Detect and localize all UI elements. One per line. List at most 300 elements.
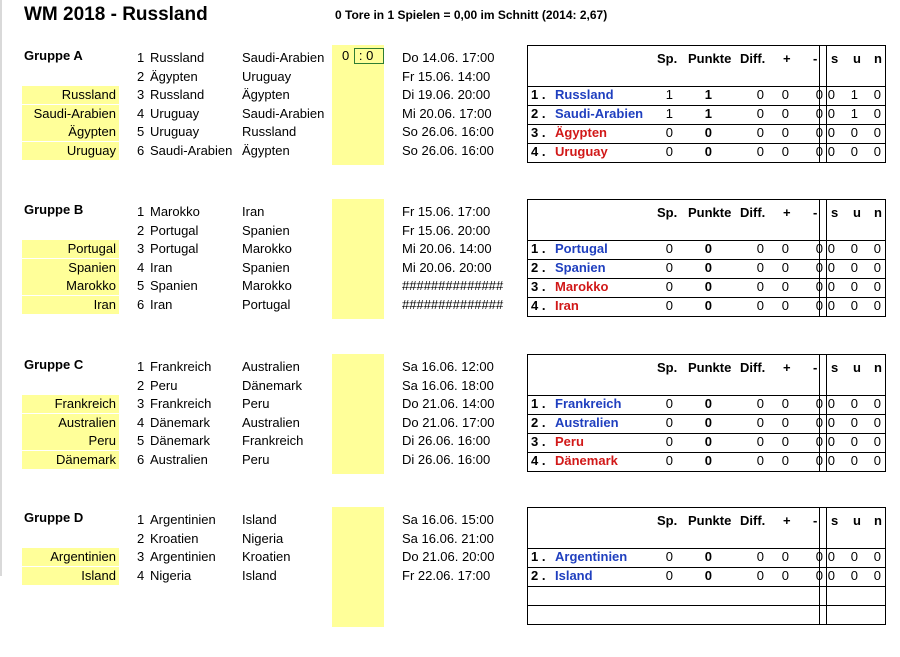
stat-diff: 0 [756, 144, 764, 159]
standings-header-punkte: Punkte [688, 513, 732, 528]
stat-sp: 0 [665, 434, 673, 449]
standings-row [528, 124, 885, 142]
row-separator [528, 586, 885, 587]
standings-header-diff: Diff. [740, 51, 766, 66]
match-row [0, 358, 520, 376]
stat-minus: 0 [815, 453, 823, 468]
match-row [0, 240, 520, 258]
standings-header-punkte: Punkte [688, 51, 732, 66]
stat-n: 0 [873, 568, 881, 583]
stat-plus: 0 [781, 106, 789, 121]
standings-team: Island [555, 568, 593, 583]
standings-header-sp: Sp. [657, 205, 678, 220]
stat-punkte: 0 [704, 241, 712, 256]
stat-minus: 0 [815, 434, 823, 449]
stat-s: 0 [827, 434, 835, 449]
match-number: 6 [137, 142, 145, 158]
stat-plus: 0 [781, 415, 789, 430]
stat-punkte: 1 [704, 106, 712, 121]
away-team: Marokko [242, 241, 292, 256]
stat-n: 0 [873, 434, 881, 449]
stat-plus: 0 [781, 279, 789, 294]
home-team: Australien [150, 451, 208, 467]
seed-team-cell[interactable]: Island [22, 567, 119, 585]
stat-diff: 0 [756, 298, 764, 313]
stat-n: 0 [873, 415, 881, 430]
away-team: Iran [242, 204, 265, 219]
match-number: 2 [137, 222, 145, 238]
home-team: Spanien [150, 278, 198, 293]
stat-n: 0 [873, 298, 881, 313]
home-team: Frankreich [150, 396, 212, 411]
match-number: 2 [137, 377, 145, 393]
match-date: Sa 16.06. 15:00 [402, 512, 494, 527]
home-team: Marokko [150, 204, 200, 219]
group-label: Gruppe C [24, 357, 84, 372]
stat-minus: 0 [815, 241, 823, 256]
standings-header-diff: Diff. [740, 360, 766, 375]
match-number: 6 [137, 451, 145, 467]
stat-plus: 0 [781, 396, 789, 411]
match-date: Fr 15.06. 14:00 [402, 68, 491, 84]
seed-team-cell[interactable]: Russland [22, 86, 119, 104]
stat-sp: 0 [665, 568, 673, 583]
stat-diff: 0 [756, 549, 764, 564]
away-team: Kroatien [242, 549, 291, 564]
rank: 1 . [531, 87, 546, 102]
match-number: 4 [137, 105, 145, 121]
stat-s: 0 [827, 87, 835, 102]
seed-team-cell[interactable]: Marokko [22, 277, 119, 295]
match-row [0, 377, 520, 395]
stat-u: 0 [850, 298, 858, 313]
home-team: Iran [150, 259, 173, 275]
stat-s: 0 [827, 549, 835, 564]
stat-minus: 0 [815, 549, 823, 564]
stat-plus: 0 [781, 453, 789, 468]
home-team: Portugal [150, 241, 199, 256]
standings-header-punkte: Punkte [688, 360, 732, 375]
home-team: Ägypten [150, 68, 198, 84]
away-goals: 0 [366, 48, 374, 63]
standings-header-u: u [853, 51, 861, 66]
standings-header-minus: - [813, 513, 818, 528]
standings-row [528, 259, 885, 277]
match-date: Sa 16.06. 18:00 [402, 377, 494, 393]
match-number: 1 [137, 50, 145, 65]
standings-team: Frankreich [555, 396, 622, 411]
standings-row [528, 278, 885, 296]
stat-punkte: 0 [704, 144, 712, 159]
rank: 2 . [531, 568, 546, 583]
stat-s: 0 [827, 144, 835, 159]
seed-team-cell[interactable]: Spanien [22, 259, 119, 277]
home-team: Dänemark [150, 433, 210, 448]
standings-header-u: u [853, 513, 861, 528]
standings-row [528, 395, 885, 413]
stat-minus: 0 [815, 144, 823, 159]
group-label: Gruppe A [24, 48, 83, 63]
stat-n: 0 [873, 87, 881, 102]
stat-minus: 0 [815, 279, 823, 294]
standings-team: Ägypten [555, 125, 607, 140]
rank: 3 . [531, 434, 546, 449]
stat-minus: 0 [815, 106, 823, 121]
stat-s: 0 [827, 279, 835, 294]
away-team: Portugal [242, 296, 291, 312]
standings-team: Peru [555, 434, 584, 449]
match-date: ############## [402, 278, 504, 293]
standings-row [528, 143, 885, 161]
stat-sp: 0 [665, 260, 673, 275]
stat-punkte: 0 [704, 298, 712, 313]
home-team: Portugal [150, 222, 199, 238]
match-row [0, 123, 520, 141]
standings-header-diff: Diff. [740, 513, 766, 528]
standings-header-s: s [831, 205, 839, 220]
stat-sp: 0 [665, 125, 673, 140]
seed-team-cell[interactable]: Australien [22, 414, 119, 432]
group-b [0, 199, 900, 349]
standings-team: Russland [555, 87, 614, 102]
stat-sp: 1 [665, 106, 673, 121]
match-date: Mi 20.06. 17:00 [402, 105, 492, 121]
stat-u: 0 [850, 549, 858, 564]
stat-plus: 0 [781, 568, 789, 583]
standings-row [528, 414, 885, 432]
match-number: 3 [137, 87, 145, 102]
home-team: Argentinien [150, 512, 216, 527]
match-date: Do 21.06. 20:00 [402, 549, 495, 564]
stat-sp: 0 [665, 298, 673, 313]
stat-plus: 0 [781, 434, 789, 449]
standings-header-sp: Sp. [657, 360, 678, 375]
stat-n: 0 [873, 279, 881, 294]
standings-table [527, 507, 886, 625]
stat-plus: 0 [781, 549, 789, 564]
match-number: 1 [137, 512, 145, 527]
standings-header-n: n [874, 360, 882, 375]
stat-diff: 0 [756, 396, 764, 411]
standings-team: Portugal [555, 241, 608, 256]
standings-row [528, 433, 885, 451]
home-team: Argentinien [150, 549, 216, 564]
goal-summary: 0 Tore in 1 Spielen = 0,00 im Schnitt (2014: 2,67) [335, 8, 608, 22]
stat-punkte: 1 [704, 87, 712, 102]
standings-row [528, 297, 885, 315]
rank: 4 . [531, 298, 546, 313]
row-separator [528, 605, 885, 606]
away-team: Marokko [242, 278, 292, 293]
stat-u: 0 [850, 144, 858, 159]
stat-diff: 0 [756, 568, 764, 583]
stat-minus: 0 [815, 87, 823, 102]
stat-n: 0 [873, 453, 881, 468]
match-number: 1 [137, 204, 145, 219]
away-team: Australien [242, 414, 300, 430]
group-c [0, 354, 900, 504]
stat-diff: 0 [756, 279, 764, 294]
match-row [0, 414, 520, 432]
stat-s: 0 [827, 260, 835, 275]
stat-minus: 0 [815, 125, 823, 140]
stat-minus: 0 [815, 298, 823, 313]
stat-n: 0 [873, 260, 881, 275]
home-team: Russland [150, 87, 205, 102]
standings-header-n: n [874, 513, 882, 528]
stat-plus: 0 [781, 125, 789, 140]
stat-sp: 0 [665, 453, 673, 468]
match-row [0, 86, 520, 104]
stat-minus: 0 [815, 396, 823, 411]
seed-team-cell[interactable]: Frankreich [22, 395, 119, 413]
standings-header-plus: + [783, 360, 791, 375]
stat-s: 0 [827, 125, 835, 140]
stat-minus: 0 [815, 415, 823, 430]
stat-n: 0 [873, 549, 881, 564]
standings-header-minus: - [813, 51, 818, 66]
away-team: Nigeria [242, 530, 284, 546]
match-row [0, 548, 520, 566]
standings-header-s: s [831, 513, 839, 528]
stat-u: 0 [850, 396, 858, 411]
match-row [0, 277, 520, 295]
score-separator: : [358, 48, 363, 63]
standings-header-sp: Sp. [657, 51, 678, 66]
column-divider [826, 508, 827, 624]
match-date: Mi 20.06. 20:00 [402, 259, 492, 275]
stat-minus: 0 [815, 260, 823, 275]
away-team: Frankreich [242, 433, 304, 448]
stat-diff: 0 [756, 415, 764, 430]
match-row [0, 49, 520, 67]
away-team: Island [242, 512, 277, 527]
away-team: Saudi-Arabien [242, 105, 325, 121]
standings-team: Australien [555, 415, 619, 430]
stat-diff: 0 [756, 260, 764, 275]
stat-punkte: 0 [704, 453, 712, 468]
stat-u: 0 [850, 241, 858, 256]
home-team: Iran [150, 296, 173, 312]
seed-team-cell[interactable]: Argentinien [22, 548, 119, 566]
match-row [0, 432, 520, 450]
match-number: 6 [137, 296, 145, 312]
stat-punkte: 0 [704, 279, 712, 294]
stat-s: 0 [827, 396, 835, 411]
away-team: Russland [242, 124, 297, 139]
standings-header-n: n [874, 205, 882, 220]
standings-header-u: u [853, 205, 861, 220]
standings-header-plus: + [783, 51, 791, 66]
away-team: Spanien [242, 222, 290, 238]
standings-row [528, 452, 885, 470]
match-number: 3 [137, 396, 145, 411]
stat-diff: 0 [756, 453, 764, 468]
match-date: So 26.06. 16:00 [402, 124, 494, 139]
away-team: Uruguay [242, 68, 292, 84]
stat-plus: 0 [781, 298, 789, 313]
match-date: Fr 22.06. 17:00 [402, 567, 491, 583]
stat-u: 0 [850, 434, 858, 449]
stat-u: 0 [850, 568, 858, 583]
match-number: 4 [137, 414, 145, 430]
match-date: ############## [402, 296, 504, 312]
home-team: Dänemark [150, 414, 210, 430]
standings-team: Argentinien [555, 549, 628, 564]
seed-team-cell[interactable]: Saudi-Arabien [22, 105, 119, 123]
stat-punkte: 0 [704, 415, 712, 430]
stat-punkte: 0 [704, 568, 712, 583]
match-row [0, 222, 520, 240]
standings-table [527, 354, 886, 472]
away-team: Dänemark [242, 377, 302, 393]
stat-s: 0 [827, 298, 835, 313]
seed-team-cell[interactable]: Iran [22, 296, 119, 314]
match-date: Mi 20.06. 14:00 [402, 241, 492, 256]
stat-diff: 0 [756, 87, 764, 102]
stat-sp: 0 [665, 144, 673, 159]
standings-team: Spanien [555, 260, 606, 275]
standings-table [527, 45, 886, 163]
stat-u: 0 [850, 415, 858, 430]
match-date: Do 21.06. 14:00 [402, 396, 495, 411]
stat-punkte: 0 [704, 125, 712, 140]
stat-diff: 0 [756, 434, 764, 449]
stat-plus: 0 [781, 144, 789, 159]
stat-u: 1 [850, 106, 858, 121]
stat-n: 0 [873, 106, 881, 121]
match-number: 1 [137, 359, 145, 374]
standings-team: Iran [555, 298, 579, 313]
standings-team: Dänemark [555, 453, 618, 468]
stat-diff: 0 [756, 125, 764, 140]
match-number: 3 [137, 549, 145, 564]
home-team: Nigeria [150, 567, 192, 583]
stat-n: 0 [873, 125, 881, 140]
stat-u: 0 [850, 125, 858, 140]
away-team: Peru [242, 396, 270, 411]
standings-header-plus: + [783, 205, 791, 220]
away-team: Australien [242, 359, 300, 374]
away-team: Ägypten [242, 87, 290, 102]
stat-sp: 0 [665, 241, 673, 256]
rank: 3 . [531, 125, 546, 140]
stat-plus: 0 [781, 87, 789, 102]
seed-team-cell[interactable]: Dänemark [22, 451, 119, 469]
group-d [0, 507, 900, 657]
standings-team: Uruguay [555, 144, 608, 159]
match-number: 5 [137, 433, 145, 448]
rank: 2 . [531, 415, 546, 430]
match-row [0, 451, 520, 469]
match-row [0, 530, 520, 548]
match-date: Fr 15.06. 20:00 [402, 222, 491, 238]
match-number: 4 [137, 567, 145, 583]
home-team: Kroatien [150, 530, 199, 546]
match-number: 2 [137, 530, 145, 546]
match-date: Di 26.06. 16:00 [402, 451, 491, 467]
stat-sp: 0 [665, 279, 673, 294]
seed-team-cell[interactable]: Portugal [22, 240, 119, 258]
standings-header-minus: - [813, 205, 818, 220]
match-date: Fr 15.06. 17:00 [402, 204, 491, 219]
rank: 1 . [531, 396, 546, 411]
match-number: 2 [137, 68, 145, 84]
home-goals: 0 [342, 48, 350, 63]
match-row [0, 296, 520, 314]
home-team: Uruguay [150, 124, 200, 139]
standings-header-diff: Diff. [740, 205, 766, 220]
stat-minus: 0 [815, 568, 823, 583]
away-team: Island [242, 567, 277, 583]
match-number: 3 [137, 241, 145, 256]
seed-team-cell[interactable]: Uruguay [22, 142, 119, 160]
stat-u: 0 [850, 260, 858, 275]
match-date: Di 26.06. 16:00 [402, 433, 491, 448]
home-team: Saudi-Arabien [150, 142, 233, 158]
match-number: 5 [137, 278, 145, 293]
stat-sp: 1 [665, 87, 673, 102]
standings-header-punkte: Punkte [688, 205, 732, 220]
rank: 2 . [531, 260, 546, 275]
away-team: Peru [242, 451, 270, 467]
seed-team-cell[interactable]: Ägypten [22, 123, 119, 141]
standings-row [528, 548, 885, 566]
group-label: Gruppe B [24, 202, 84, 217]
stat-punkte: 0 [704, 434, 712, 449]
match-date: So 26.06. 16:00 [402, 142, 494, 158]
standings-team: Marokko [555, 279, 609, 294]
match-date: Di 19.06. 20:00 [402, 87, 491, 102]
standings-row [528, 240, 885, 258]
home-team: Frankreich [150, 359, 212, 374]
rank: 2 . [531, 106, 546, 121]
standings-table [527, 199, 886, 317]
stat-u: 0 [850, 279, 858, 294]
stat-plus: 0 [781, 241, 789, 256]
stat-s: 0 [827, 415, 835, 430]
stat-diff: 0 [756, 106, 764, 121]
standings-row [528, 86, 885, 104]
seed-team-cell[interactable]: Peru [22, 432, 119, 450]
away-team: Spanien [242, 259, 290, 275]
match-row [0, 203, 520, 221]
stat-s: 0 [827, 106, 835, 121]
standings-row [528, 105, 885, 123]
rank: 4 . [531, 144, 546, 159]
stat-s: 0 [827, 568, 835, 583]
match-row [0, 511, 520, 529]
away-team: Ägypten [242, 142, 290, 158]
match-date: Sa 16.06. 21:00 [402, 530, 494, 546]
sheet-title: WM 2018 - Russland [24, 4, 208, 25]
stat-punkte: 0 [704, 396, 712, 411]
standings-row [528, 567, 885, 585]
standings-header-sp: Sp. [657, 513, 678, 528]
stat-u: 0 [850, 453, 858, 468]
match-date: Do 14.06. 17:00 [402, 50, 495, 65]
match-date: Sa 16.06. 12:00 [402, 359, 494, 374]
standings-header-n: n [874, 51, 882, 66]
home-team: Russland [150, 50, 205, 65]
standings-header-u: u [853, 360, 861, 375]
stat-s: 0 [827, 241, 835, 256]
home-team: Uruguay [150, 105, 200, 121]
match-number: 4 [137, 259, 145, 275]
standings-header-minus: - [813, 360, 818, 375]
match-row [0, 395, 520, 413]
stat-punkte: 0 [704, 549, 712, 564]
